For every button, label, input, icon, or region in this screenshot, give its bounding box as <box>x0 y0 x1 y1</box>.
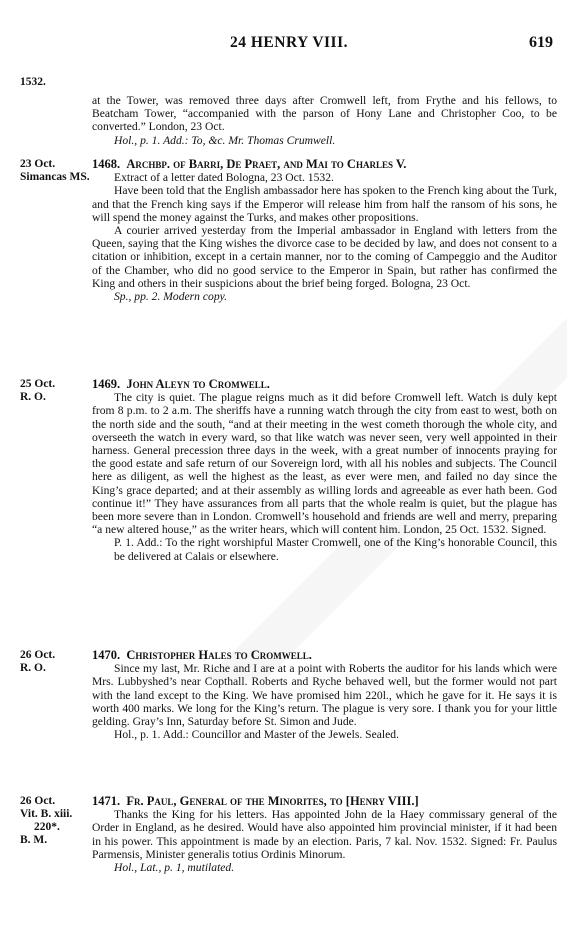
entry-meta: Hol., p. 1. Add.: Councillor and Master of the Jewels. Sealed. <box>114 728 399 742</box>
margin-date: 23 Oct. <box>20 158 56 170</box>
entry-1470 <box>92 649 557 741</box>
margin-date: 26 Oct. <box>20 649 56 661</box>
margin-repository: B. M. <box>20 834 48 846</box>
margin-date: 25 Oct. <box>20 378 56 390</box>
entry-paragraph: Have been told that the English ambassador here has spoken to the French king about the Turk, and that the French king says if the Emperor will release him from half the ransom of his sons, he will spend the money against the Turks, and makes other propositions. <box>92 184 557 224</box>
entry-1471 <box>92 795 557 874</box>
entry-paragraph: A courier arrived yesterday from the Imperial ambassador in England with letters from the Queen, saying that the King wishes the divorce case to be decided by law, and does not consent to a citation or inhibition, except in a certain manner, nor to the coming of Campeggio and the Auditor of the Chamber, who did no good service to the Emperor in Spain, but rather has confirmed the King and others in their suspicions about the brief being forged. Bologna, 23 Oct. <box>92 224 557 290</box>
continuation-meta: Hol., p. 1. Add.: To, &c. Mr. Thomas Crumwell. <box>114 133 336 147</box>
entry-paragraph: The city is quiet. The plague reigns much as it did before Cromwell left. Watch is duly kept from 8 p.m. to 2 a.m. The sheriffs have a running watch through the city from east to west, both on the north side and the south, “and at their meeting in the west cometh thorough the whole city, and overseeth the watch in every ward, so that like watch was never seen, very well appointed in their harness. General precession three days in the week, with a great number of innocents praying for the good estate and safe return of our Sovereign lord, with all his nobles and subjects. The Council here as diligent, as well the highest as the least, as ever were men, and failed no day since the King’s grace departed; and at their assembly as willing lords and agreeable as ever hath been. God continue it!” They have assurances from all parts that the whole realm is quiet, but the plague has been more severe than in London. Cromwell’s household and friends are well and merry, preparing “a new altered house,” as the writer hears, which will content him. London, 25 Oct. 1532. Signed. <box>92 391 557 537</box>
entry-1468 <box>92 158 557 303</box>
entry-meta: Sp., pp. 2. Modern copy. <box>114 290 228 304</box>
entry-paragraph: Thanks the King for his letters. Has appointed John de la Haey commissary general of the Order in England, as he desired. Would have also appointed him provincial minister, if it had been in his power. This appointment is made by an election. Paris, 7 kal. Nov. 1532. Signed: Fr. Paulus Parmensis, Minister generalis totius Ordinis Minorum. <box>92 808 557 861</box>
continuation-block <box>92 94 557 147</box>
entry-meta: Hol., Lat., p. 1, mutilated. <box>114 861 235 875</box>
margin-source: R. O. <box>20 662 46 674</box>
entry-number: 1470. <box>92 648 121 662</box>
margin-note-continuation <box>20 76 46 89</box>
margin-folio: 220*. <box>34 821 60 833</box>
entry-heading: Fr. Paul, General of the Minorites, to [Henry VIII.] <box>126 794 419 808</box>
margin-source: R. O. <box>20 391 46 403</box>
margin-date: 26 Oct. <box>20 795 56 807</box>
margin-source: Simancas MS. <box>20 171 90 183</box>
continuation-text: at the Tower, was removed three days after Cromwell left, from Frythe and his fellows, to Beatcham Tower, “accompanied with the parson of Hony Lane and Christopher Coo, to be converted.” London, 23 Oct. <box>92 94 557 134</box>
running-title: 24 HENRY VIII. <box>230 34 348 51</box>
entry-number: 1471. <box>92 794 121 808</box>
entry-paragraph: Since my last, Mr. Riche and I are at a point with Roberts the auditor for his lands which were Mrs. Lubbyshed’s near Copthall. Roberts and Ryche behaved well, but the former would not part with the land except to the King. We have promised him 220l., which he gave for it. He says it is worth 400 marks. We long for the King’s return. The plague is very sore. I thank you for your little gelding. Gray’s Inn, Saturday before St. Simon and Jude. <box>92 662 557 729</box>
entry-meta: P. 1. Add.: To the right worshipful Master Cromwell, one of the King’s honorable Council, this be delivered at Calais or elsewhere. <box>114 536 557 563</box>
margin-note-1471 <box>20 795 72 847</box>
entry-number: 1469. <box>92 377 121 391</box>
margin-note-1469 <box>20 378 55 404</box>
margin-date: 1532. <box>20 76 46 88</box>
margin-source: Vit. B. xiii. <box>20 808 73 820</box>
entry-paragraph: Extract of a letter dated Bologna, 23 Oct. 1532. <box>114 171 334 185</box>
entry-heading: John Aleyn to Cromwell. <box>126 377 270 391</box>
entry-number: 1468. <box>92 157 121 171</box>
margin-note-1470 <box>20 649 55 675</box>
page-header <box>0 34 567 56</box>
margin-note-1468 <box>20 158 90 184</box>
entry-heading: Christopher Hales to Cromwell. <box>126 648 312 662</box>
entry-heading: Archbp. of Barri, De Praet, and Mai to Charles V. <box>126 157 407 171</box>
entry-1469 <box>92 378 557 563</box>
page-number: 619 <box>529 34 553 51</box>
